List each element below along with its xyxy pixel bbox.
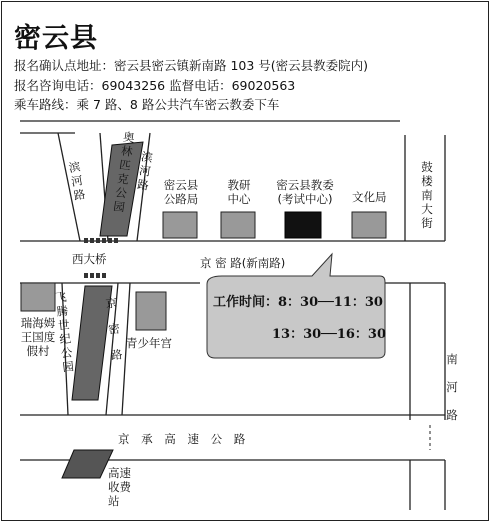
hotel-label: 瑞海姆王国度假村: [20, 316, 56, 358]
phone-line: 报名咨询电话：69043256 监督电话：69020563: [14, 78, 296, 93]
road-bureau-building: [163, 212, 197, 238]
page-title: 密云县: [14, 23, 98, 54]
binhe-road-label-2: 滨河路: [136, 149, 154, 193]
feilong-park-label: 飞腾世纪公园: [54, 289, 75, 375]
hours-afternoon: 13：30──16：30: [272, 327, 387, 342]
gulou-south-street-label: 鼓楼南大街: [421, 160, 433, 230]
road-bureau-label: 密云县公路局: [163, 178, 199, 206]
binhe-road-label: 滨河路: [67, 159, 87, 203]
culture-bureau-building: [352, 212, 386, 238]
bus-line: 乘车路线：乘 7 路、8 路公共汽车密云教委下车: [14, 97, 280, 112]
youth-palace-label: 青少年宫: [126, 336, 172, 350]
culture-bureau-label: 文化局: [352, 190, 387, 204]
education-committee-label: 密云县教委(考试中心): [276, 178, 334, 206]
nanhe-road-label: 南 河 路: [446, 352, 458, 422]
jingmi-road-vertical-label: 京密路: [104, 295, 124, 363]
youth-palace-building: [136, 292, 166, 330]
hours-morning: 8：30──11：30: [278, 295, 383, 310]
toll-station-label: 高速收费站: [108, 466, 131, 508]
hotel-building: [21, 283, 55, 311]
research-center-building: [221, 212, 255, 238]
education-committee-building: [285, 212, 321, 238]
toll-station-block: [62, 450, 113, 478]
aolin-park-label: 奥林匹克公园: [112, 129, 136, 215]
hours-label: 工作时间：: [213, 295, 279, 310]
address-line: 报名确认点地址：密云县密云镇新南路 103 号(密云县教委院内): [14, 58, 369, 73]
jingmi-road-label: 京 密 路(新南路): [200, 256, 286, 270]
research-center-label: 教研中心: [227, 178, 251, 206]
expressway-label: 京 承 高 速 公 路: [118, 432, 246, 446]
xidaqiao-label: 西大桥: [72, 252, 107, 266]
